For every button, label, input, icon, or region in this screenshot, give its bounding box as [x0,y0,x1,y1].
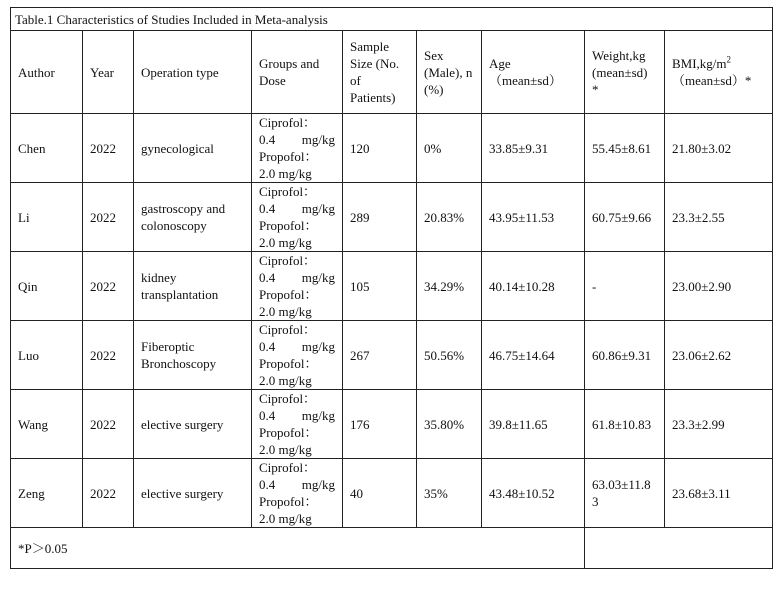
dose-line: 2.0 mg/kg [259,511,312,526]
cell-year: 2022 [83,252,134,321]
dose-line: Ciprofol： [259,184,317,199]
header-author: Author [11,31,83,114]
cell-bmi: 23.3±2.55 [665,183,773,252]
dose-line: 0.4 mg/kg [259,132,335,147]
dose-line: 2.0 mg/kg [259,373,312,388]
dose-line: 2.0 mg/kg [259,304,312,319]
cell-bmi: 21.80±3.02 [665,114,773,183]
cell-sex: 35.80% [417,390,482,459]
cell-groups-dose [252,390,343,459]
table-caption: Table.1 Characteristics of Studies Included in Meta-analysis [11,8,773,31]
cell-author: Wang [11,390,83,459]
table-row [11,114,773,183]
header-weight-mark: * [592,81,599,97]
cell-author: Chen [11,114,83,183]
cell-sample: 176 [343,390,417,459]
cell-sex: 20.83% [417,183,482,252]
dose-line: Ciprofol： [259,460,317,475]
cell-age: 39.8±11.65 [482,390,585,459]
dose-line: 2.0 mg/kg [259,166,312,181]
dose-line: Ciprofol： [259,253,317,268]
header-bmi-label: BMI,kg/m [672,56,727,71]
table-row [11,252,773,321]
table-row [11,459,773,528]
cell-groups-dose [252,321,343,390]
cell-year: 2022 [83,459,134,528]
cell-operation: elective surgery [134,390,252,459]
header-year: Year [83,31,134,114]
cell-age: 43.48±10.52 [482,459,585,528]
dose-line: 0.4 mg/kg [259,339,335,354]
dose-line: Ciprofol： [259,322,317,337]
table-row [11,183,773,252]
cell-operation: elective surgery [134,459,252,528]
cell-year: 2022 [83,390,134,459]
header-bmi [665,31,773,114]
header-weight-label: Weight,kg (mean±sd) [592,47,648,80]
cell-weight: 61.8±10.83 [585,390,665,459]
cell-author: Li [11,183,83,252]
cell-sex: 0% [417,114,482,183]
cell-age: 46.75±14.64 [482,321,585,390]
cell-operation: gastroscopy and colonoscopy [134,183,252,252]
cell-groups-dose [252,183,343,252]
table-row [11,390,773,459]
cell-sex: 50.56% [417,321,482,390]
header-weight [585,31,665,114]
cell-groups-dose [252,252,343,321]
header-sex: Sex (Male), n (%) [417,31,482,114]
table-row [11,321,773,390]
dose-line: Ciprofol： [259,391,317,406]
cell-operation: Fiberoptic Bronchoscopy [134,321,252,390]
footnote: *P＞0.05 [11,528,585,569]
cell-bmi: 23.68±3.11 [665,459,773,528]
header-bmi-sub: （mean±sd）* [672,73,752,88]
cell-operation: kidney transplantation [134,252,252,321]
cell-year: 2022 [83,114,134,183]
cell-bmi: 23.06±2.62 [665,321,773,390]
cell-groups-dose [252,459,343,528]
footnote-row [11,528,773,569]
cell-bmi: 23.3±2.99 [665,390,773,459]
dose-line: 2.0 mg/kg [259,442,312,457]
cell-sample: 105 [343,252,417,321]
cell-age: 43.95±11.53 [482,183,585,252]
cell-author: Luo [11,321,83,390]
cell-bmi: 23.00±2.90 [665,252,773,321]
dose-line: Propofol： [259,494,318,509]
dose-line: Ciprofol： [259,115,317,130]
cell-weight: - [585,252,665,321]
cell-year: 2022 [83,321,134,390]
dose-line: 0.4 mg/kg [259,201,335,216]
cell-weight: 63.03±11.83 [585,459,665,528]
cell-year: 2022 [83,183,134,252]
characteristics-table [10,7,773,569]
header-bmi-sup: 2 [726,54,732,65]
header-age-sub: （mean±sd） [489,73,562,88]
cell-sex: 35% [417,459,482,528]
cell-sample: 120 [343,114,417,183]
dose-line: Propofol： [259,425,318,440]
dose-line: 2.0 mg/kg [259,235,312,250]
dose-line: 0.4 mg/kg [259,477,335,492]
header-groups: Groups and Dose [252,31,343,114]
cell-sample: 40 [343,459,417,528]
cell-weight: 55.45±8.61 [585,114,665,183]
header-operation: Operation type [134,31,252,114]
header-age-label: Age [489,56,511,71]
cell-age: 40.14±10.28 [482,252,585,321]
cell-sample: 267 [343,321,417,390]
dose-line: 0.4 mg/kg [259,408,335,423]
dose-line: Propofol： [259,218,318,233]
header-row [11,31,773,114]
cell-sample: 289 [343,183,417,252]
header-age [482,31,585,114]
cell-sex: 34.29% [417,252,482,321]
cell-weight: 60.75±9.66 [585,183,665,252]
dose-line: Propofol： [259,356,318,371]
footnote-empty-cell [585,528,773,569]
header-sample: Sample Size (No. of Patients) [343,31,417,114]
cell-author: Qin [11,252,83,321]
dose-line: Propofol： [259,149,318,164]
cell-weight: 60.86±9.31 [585,321,665,390]
cell-age: 33.85±9.31 [482,114,585,183]
cell-operation: gynecological [134,114,252,183]
dose-line: Propofol： [259,287,318,302]
cell-groups-dose [252,114,343,183]
dose-line: 0.4 mg/kg [259,270,335,285]
cell-author: Zeng [11,459,83,528]
